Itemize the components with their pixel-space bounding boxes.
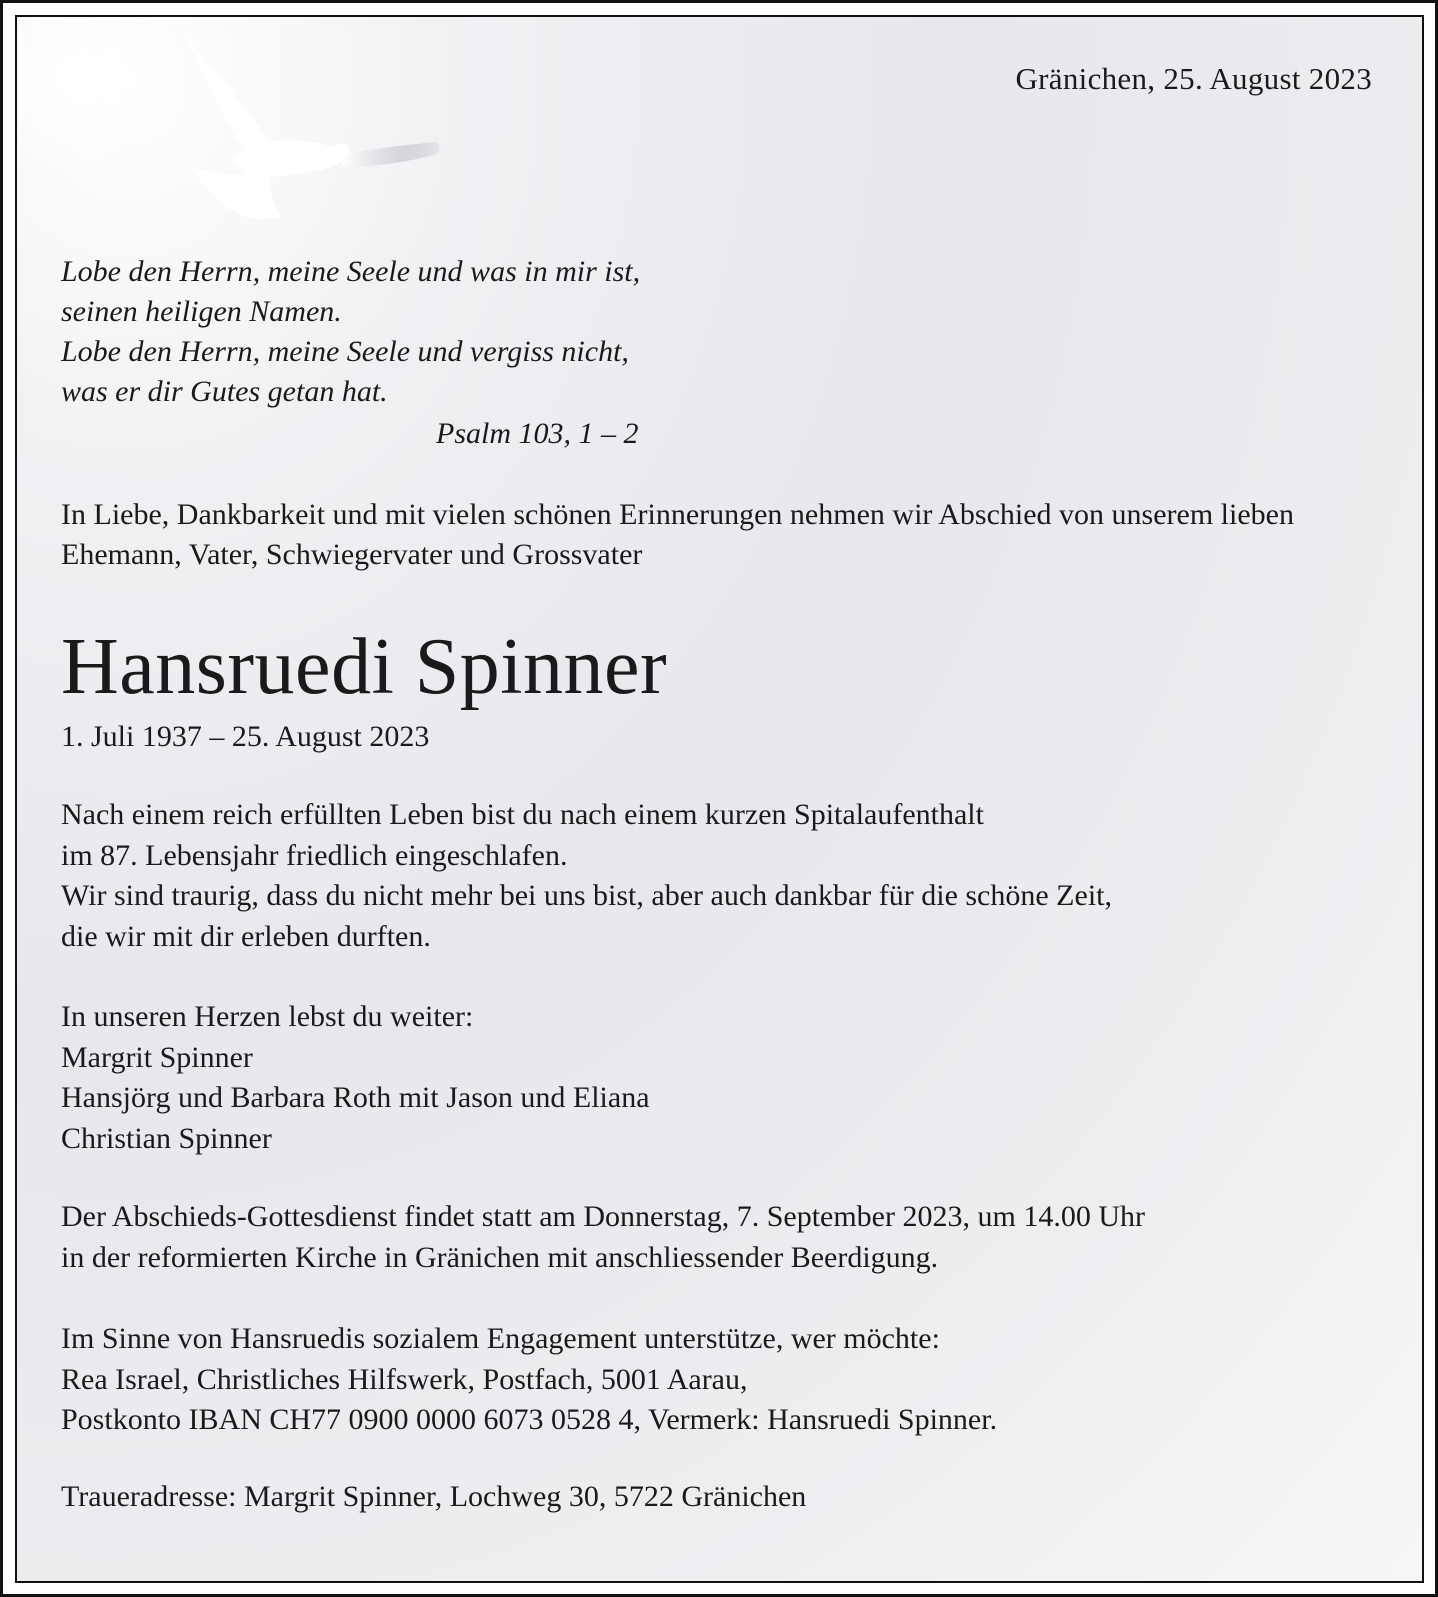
message-line: Nach einem reich erfüllten Leben bist du nach einem kurzen Spitalaufenthalt bbox=[61, 798, 984, 831]
message-line: die wir mit dir erleben durften. bbox=[61, 919, 431, 953]
mourners-block bbox=[61, 997, 1391, 1159]
donation-line: Im Sinne von Hansruedis sozialem Engagement unterstütze, wer möchte: bbox=[61, 1322, 940, 1355]
donation-line: Rea Israel, Christliches Hilfswerk, Postfach, 5001 Aarau, bbox=[61, 1362, 748, 1396]
message-line: im 87. Lebensjahr friedlich eingeschlafen. bbox=[61, 838, 568, 872]
light-glow bbox=[15, 15, 177, 177]
mourners-heading: In unseren Herzen lebst du weiter: bbox=[61, 1000, 474, 1033]
life-dates: 1. Juli 1937 – 25. August 2023 bbox=[61, 720, 430, 753]
message-block bbox=[61, 795, 1391, 957]
notice-inner-frame bbox=[15, 15, 1424, 1583]
message-line: Wir sind traurig, dass du nicht mehr bei uns bist, aber auch dankbar für die schöne Zeit, bbox=[61, 879, 1112, 912]
dove-icon bbox=[172, 27, 472, 237]
verse-line: seinen heiligen Namen. bbox=[61, 295, 342, 328]
mourning-address: Traueradresse: Margrit Spinner, Lochweg 30, 5722 Gränichen bbox=[61, 1480, 807, 1513]
intro-text: In Liebe, Dankbarkeit und mit vielen schönen Erinnerungen nehmen wir Abschied von unserem lieben Ehemann, Vater, Schwiegervater und Grossvater bbox=[61, 498, 1294, 571]
mourner-name: Christian Spinner bbox=[61, 1121, 272, 1155]
service-line: in der reformierten Kirche in Gränichen mit anschliessender Beerdigung. bbox=[61, 1240, 939, 1274]
service-block bbox=[61, 1197, 1391, 1278]
service-line: Der Abschieds-Gottesdienst findet statt am Donnerstag, 7. September 2023, um 14.00 Uhr bbox=[61, 1200, 1145, 1233]
place-date: Gränichen, 25. August 2023 bbox=[1015, 61, 1372, 96]
mourner-name: Hansjörg und Barbara Roth mit Jason und Eliana bbox=[61, 1081, 650, 1114]
verse-reference: Psalm 103, 1 – 2 bbox=[436, 417, 639, 450]
verse-line: Lobe den Herrn, meine Seele und vergiss nicht, bbox=[61, 335, 629, 368]
verse-line: was er dir Gutes getan hat. bbox=[61, 375, 388, 408]
deceased-name: Hansruedi Spinner bbox=[61, 623, 668, 711]
donation-line: Postkonto IBAN CH77 0900 0000 6073 0528 4, Vermerk: Hansruedi Spinner. bbox=[61, 1403, 998, 1436]
mourner-name: Margrit Spinner bbox=[61, 1040, 253, 1074]
donation-block bbox=[61, 1319, 1391, 1441]
bible-verse bbox=[61, 252, 640, 412]
verse-line: Lobe den Herrn, meine Seele und was in mir ist, bbox=[61, 255, 641, 288]
